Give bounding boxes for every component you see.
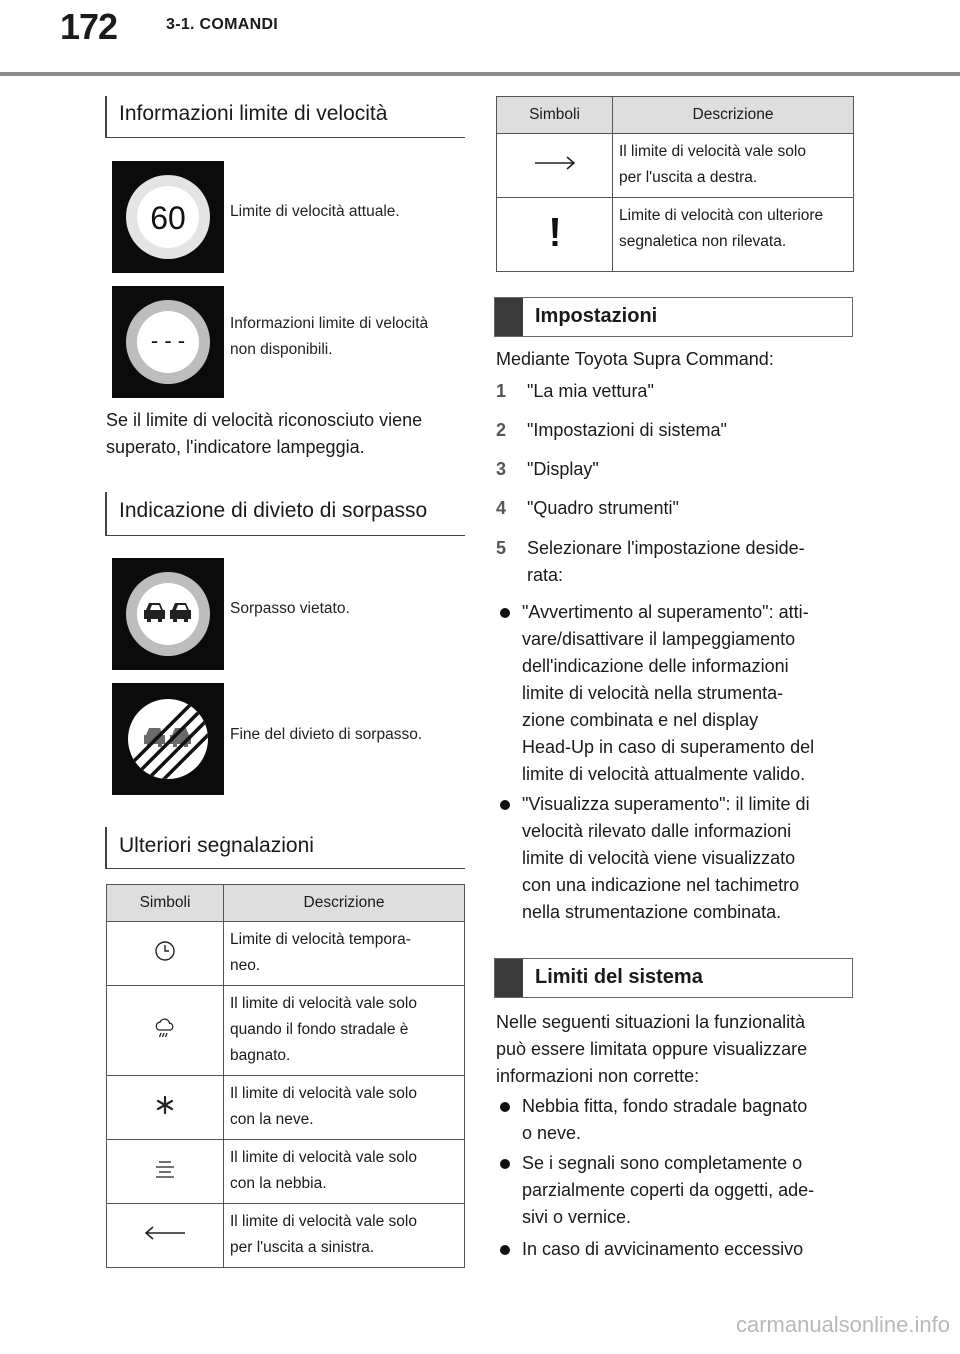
col-symbols: Simboli <box>107 885 224 922</box>
header-rule <box>0 72 960 76</box>
step-4 <box>496 495 856 522</box>
speed-unavailable-dashes: - - - <box>150 328 186 353</box>
table-row <box>107 1140 465 1204</box>
paragraph-line: Nelle seguenti situazioni la funzionalità <box>496 1012 806 1032</box>
caption-line: Sorpasso vietato. <box>230 600 350 617</box>
table-row <box>107 922 465 986</box>
bullet-text <box>522 1236 856 1263</box>
description-line: con la neve. <box>230 1111 314 1128</box>
no-overtaking-sign-graphic <box>112 558 224 670</box>
step-number: 5 <box>496 538 507 558</box>
step-line: rata: <box>527 565 564 585</box>
end-no-overtaking-caption <box>230 722 422 748</box>
symbol-cell <box>107 922 224 986</box>
bullet-dot <box>500 608 510 618</box>
description-cell <box>613 134 854 198</box>
bullet-dot <box>500 1245 510 1255</box>
watermark: carmanualsonline.info <box>735 1312 950 1337</box>
description-line: per l'uscita a destra. <box>619 169 758 186</box>
speed-limit-value: 60 <box>150 200 186 236</box>
rain-cloud-icon <box>153 1016 177 1040</box>
symbol-cell <box>107 1204 224 1268</box>
speed-unavailable-sign <box>112 286 224 398</box>
section-title: 3-1. COMANDI <box>166 16 279 33</box>
paragraph-line: Se il limite di velocità riconosciuto viene <box>106 410 423 430</box>
end-no-overtaking-sign <box>112 683 224 795</box>
bullet-line: sivi o vernice. <box>522 1207 632 1227</box>
step-text: "Display" <box>527 459 599 479</box>
speed-info-heading <box>105 96 465 138</box>
arrow-right-icon <box>533 155 577 171</box>
bullet-dot <box>500 800 510 810</box>
description-line: Il limite di velocità vale solo <box>230 995 417 1012</box>
bullet-line: con una indicazione nel tachimetro <box>522 875 800 895</box>
step-line: Selezionare l'impostazione deside- <box>527 538 805 558</box>
bullet-text <box>522 599 856 788</box>
speed-limit-caption <box>230 199 400 225</box>
bullet-text <box>522 1093 856 1147</box>
paragraph-line: può essere limitata oppure visualizzare <box>496 1039 808 1059</box>
settings-heading-text: Impostazioni <box>535 305 658 327</box>
fog-icon <box>153 1158 177 1180</box>
symbol-cell <box>497 134 613 198</box>
caption-line: Fine del divieto di sorpasso. <box>230 726 423 743</box>
bullet-dot <box>500 1102 510 1112</box>
table-row <box>497 134 854 198</box>
symbol-cell <box>107 1140 224 1204</box>
description-line: Limite di velocità con ulteriore <box>619 207 824 224</box>
step-number: 4 <box>496 498 507 518</box>
speed-unavailable-caption <box>230 311 428 363</box>
no-overtaking-sign <box>112 558 224 670</box>
description-cell <box>613 198 854 272</box>
description-cell <box>224 1140 465 1204</box>
table-row <box>497 198 854 272</box>
settings-heading <box>494 297 853 337</box>
step-1 <box>496 378 856 405</box>
exclamation-icon <box>549 217 561 247</box>
limits-bullet-2 <box>496 1150 856 1231</box>
symbols-table-right <box>496 96 854 272</box>
further-heading-text: Ulteriori segnalazioni <box>119 834 314 857</box>
limits-bullet-1 <box>496 1093 856 1147</box>
heading-bar <box>495 959 523 997</box>
symbol-cell <box>107 986 224 1076</box>
bullet-line: limite di velocità attualmente valido. <box>522 764 806 784</box>
overtake-heading-text: Indicazione di divieto di sorpasso <box>119 499 428 522</box>
description-cell <box>224 986 465 1076</box>
limits-heading <box>494 958 853 998</box>
bullet-line: In caso di avvicinamento eccessivo <box>522 1239 804 1259</box>
bullet-text <box>522 791 856 926</box>
bullet-line: vare/disattivare il lampeggiamento <box>522 629 796 649</box>
symbol-cell <box>497 198 613 272</box>
settings-bullet-2 <box>496 791 856 926</box>
bullet-line: Se i segnali sono completamente o <box>522 1153 803 1173</box>
description-line: neo. <box>230 957 261 974</box>
step-text <box>527 535 856 589</box>
bullet-line: limite di velocità viene visualizzato <box>522 848 796 868</box>
symbol-cell <box>107 1076 224 1140</box>
description-line: Il limite di velocità vale solo <box>230 1213 417 1230</box>
description-line: segnaletica non rilevata. <box>619 233 787 250</box>
caption-line: Limite di velocità attuale. <box>230 203 400 220</box>
exceed-paragraph <box>106 407 466 461</box>
settings-bullet-1 <box>496 599 856 788</box>
description-line: quando il fondo stradale è <box>230 1021 409 1038</box>
bullet-line: "Avvertimento al superamento": atti- <box>522 602 809 622</box>
description-cell <box>224 1204 465 1268</box>
step-text: "Quadro strumenti" <box>527 498 679 518</box>
caption-line: non disponibili. <box>230 341 333 358</box>
limits-intro <box>496 1009 856 1090</box>
description-line: Il limite di velocità vale solo <box>230 1149 417 1166</box>
speed-limit-sign-graphic <box>112 161 224 273</box>
bullet-line: "Visualizza superamento": il limite di <box>522 794 810 814</box>
step-2 <box>496 417 856 444</box>
col-symbols: Simboli <box>497 97 613 134</box>
step-text: "Impostazioni di sistema" <box>527 420 727 440</box>
description-line: per l'uscita a sinistra. <box>230 1239 375 1256</box>
paragraph-line: informazioni non corrette: <box>496 1066 700 1086</box>
bullet-line: Nebbia fitta, fondo stradale bagnato <box>522 1096 808 1116</box>
heading-bar <box>495 298 523 336</box>
caption-line: Informazioni limite di velocità <box>230 315 429 332</box>
step-text: "La mia vettura" <box>527 381 654 401</box>
table-header-row <box>497 97 854 134</box>
col-description: Descrizione <box>224 885 465 922</box>
symbols-table-left <box>106 884 465 1268</box>
bullet-line: velocità rilevato dalle informazioni <box>522 821 792 841</box>
end-no-overtaking-sign-graphic <box>112 683 224 795</box>
description-line: Il limite di velocità vale solo <box>619 143 806 160</box>
table-row <box>107 1204 465 1268</box>
arrow-left-icon <box>143 1225 187 1241</box>
bullet-line: zione combinata e nel display <box>522 710 759 730</box>
description-cell <box>224 1076 465 1140</box>
step-number: 1 <box>496 381 507 401</box>
further-heading <box>105 827 465 869</box>
table-header-row <box>107 885 465 922</box>
description-line: bagnato. <box>230 1047 291 1064</box>
speed-info-heading-text: Informazioni limite di velocità <box>119 102 388 125</box>
no-overtaking-caption <box>230 596 350 622</box>
step-number: 3 <box>496 459 507 479</box>
clock-icon <box>153 939 177 963</box>
step-3 <box>496 456 856 483</box>
description-cell <box>224 922 465 986</box>
bullet-line: o neve. <box>522 1123 582 1143</box>
limits-heading-text: Limiti del sistema <box>535 966 703 988</box>
bullet-line: dell'indicazione delle informazioni <box>522 656 789 676</box>
col-description: Descrizione <box>613 97 854 134</box>
description-line: Il limite di velocità vale solo <box>230 1085 417 1102</box>
speed-unavailable-sign-graphic <box>112 286 224 398</box>
table-row <box>107 1076 465 1140</box>
via-command-text: Mediante Toyota Supra Command: <box>496 349 774 369</box>
step-5 <box>496 535 856 589</box>
table-row <box>107 986 465 1076</box>
bullet-line: parzialmente coperti da oggetti, ade- <box>522 1180 815 1200</box>
page-number: 172 <box>60 6 118 47</box>
bullet-dot <box>500 1159 510 1169</box>
description-line: Limite di velocità tempora- <box>230 931 411 948</box>
limits-bullet-3 <box>496 1236 856 1263</box>
description-line: con la nebbia. <box>230 1175 327 1192</box>
paragraph-line: superato, l'indicatore lampeggia. <box>106 437 365 457</box>
speed-limit-60-sign <box>112 161 224 273</box>
overtake-heading <box>105 492 465 536</box>
bullet-text <box>522 1150 856 1231</box>
bullet-line: Head-Up in caso di superamento del <box>522 737 815 757</box>
bullet-line: nella strumentazione combinata. <box>522 902 782 922</box>
bullet-line: limite di velocità nella strumenta- <box>522 683 784 703</box>
snowflake-icon <box>155 1095 175 1115</box>
step-number: 2 <box>496 420 507 440</box>
